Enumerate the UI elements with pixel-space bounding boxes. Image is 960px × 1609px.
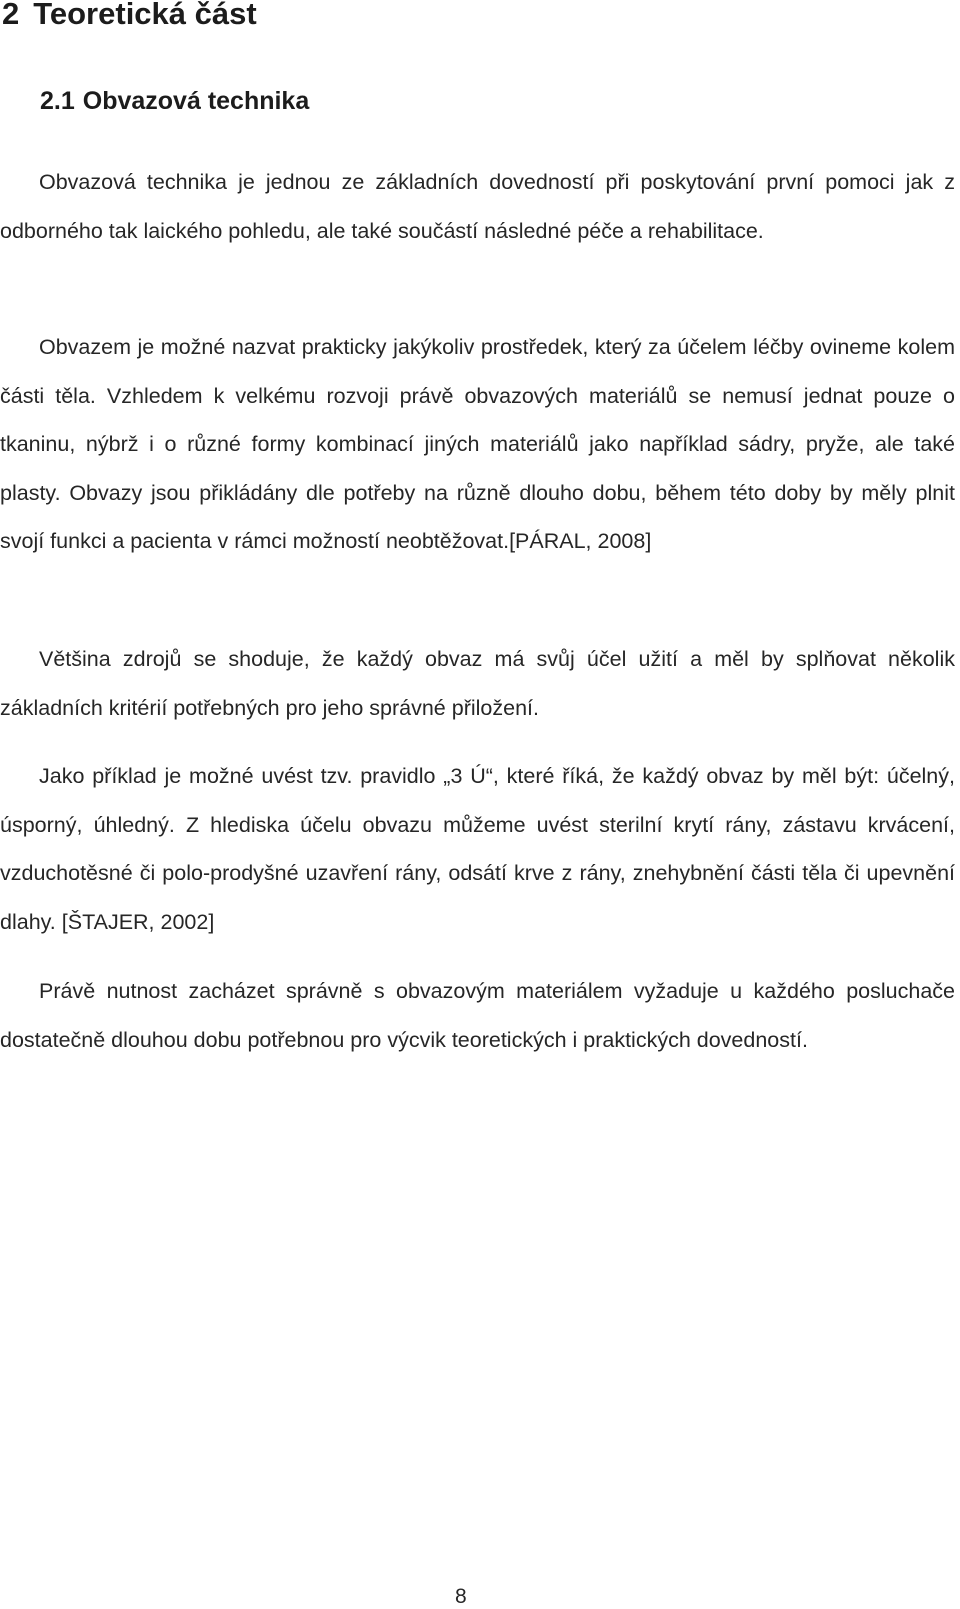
section-number: 2.1: [40, 87, 75, 115]
chapter-heading: [2, 0, 257, 34]
paragraph-criteria: Většina zdrojů se shoduje, že každý obvaz má svůj účel užití a měl by splňovat několik základních kritérií potřebných pro jeho správné přiložení.: [0, 647, 955, 720]
section-heading: [40, 84, 309, 118]
section-title: Obvazová technika: [82, 87, 310, 115]
paragraph-rule-3u: Jako příklad je možné uvést tzv. pravidlo „3 Ú“, které říká, že každý obvaz by měl být: účelný, úsporný, úhledný. Z hlediska účelu obvazu můžeme uvést sterilní krytí rány, zástavu krvácení, vzduchotěsné či polo-prodyšné uzavření rány, odsátí krve z rány, znehybnění části těla či upevnění dlahy. [ŠTAJER, 2002]: [0, 764, 955, 934]
chapter-title: Teoretická část: [33, 0, 257, 31]
page-number: 8: [455, 1585, 467, 1608]
paragraph-training: Právě nutnost zacházet správně s obvazovým materiálem vyžaduje u každého posluchače dostatečně dlouhou dobu potřebnou pro výcvik teoretických i praktických dovedností.: [0, 979, 955, 1052]
paragraph-definition: Obvazem je možné nazvat prakticky jakýkoliv prostředek, který za účelem léčby ovineme kolem části těla. Vzhledem k velkému rozvoji právě obvazových materiálů se nemusí jednat pouze o tkaninu, nýbrž i o různé formy kombinací jiných materiálů jako například sádry, pryže, ale také plasty. Obvazy jsou přikládány dle potřeby na různě dlouho dobu, během této doby by měly plnit svojí funkci a pacienta v rámci možností neobtěžovat.[PÁRAL, 2008]: [0, 335, 955, 553]
paragraph-intro: Obvazová technika je jednou ze základních dovedností při poskytování první pomoci jak z odborného tak laického pohledu, ale také součástí následné péče a rehabilitace.: [0, 170, 955, 243]
chapter-number: 2: [2, 0, 20, 31]
